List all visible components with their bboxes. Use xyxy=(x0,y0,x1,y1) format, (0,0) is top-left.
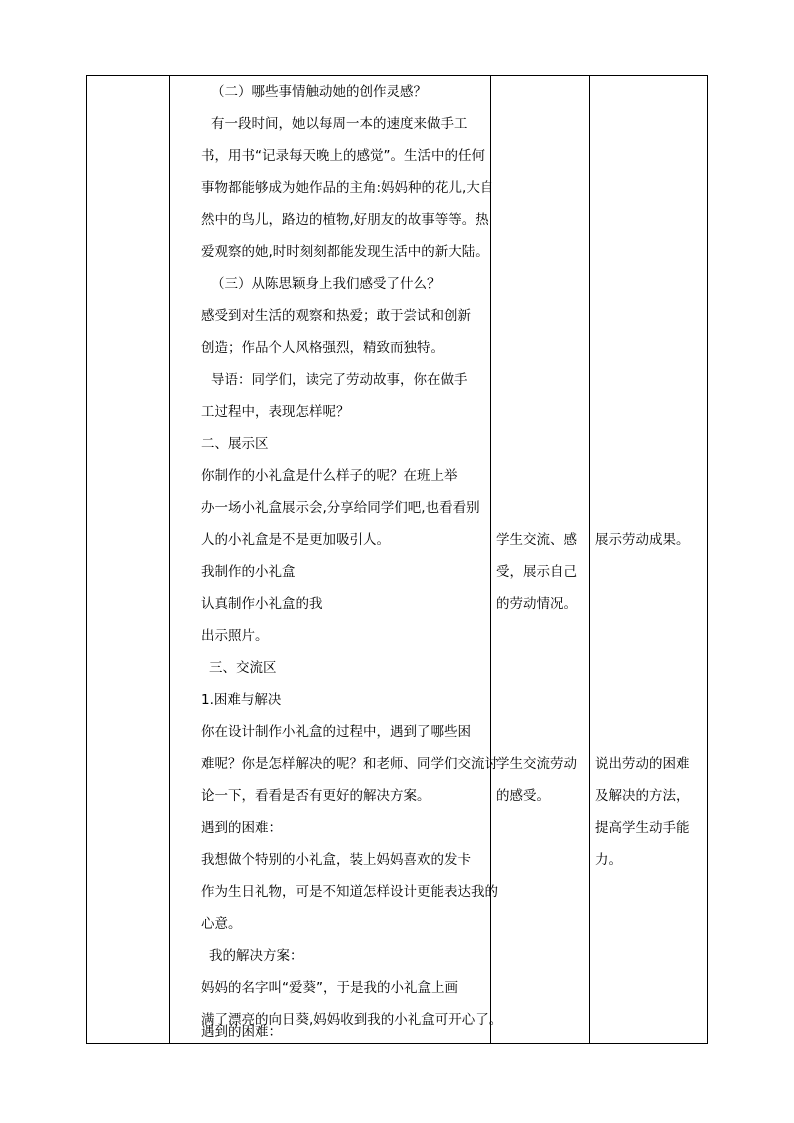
student-activity-line: 的劳动情况。 xyxy=(496,596,577,612)
paragraph-line: 书，用书“记录每天晚上的感觉”。生活中的任何 xyxy=(201,148,485,164)
paragraph-line: 满了漂亮的向日葵,妈妈收到我的小礼盒可开心了。 xyxy=(201,1012,503,1028)
section-heading: 三、交流区 xyxy=(209,660,277,676)
column-divider xyxy=(589,76,590,1043)
student-activity-line: 受，展示自己 xyxy=(496,564,577,580)
paragraph-line: 感受到对生活的观察和热爱；敢于尝试和创新 xyxy=(201,308,471,324)
paragraph-line: 论一下，看看是否有更好的解决方案。 xyxy=(201,788,431,804)
paragraph-line: 事物都能够成为她作品的主角:妈妈种的花儿,大自 xyxy=(201,180,494,196)
design-intent-line: 提高学生动手能 xyxy=(595,820,690,836)
paragraph-line-last: 遇到的困难： xyxy=(201,1024,282,1040)
paragraph-line: 然中的鸟儿，路边的植物,好朋友的故事等等。热 xyxy=(201,212,489,228)
section-heading: （三）从陈思颖身上我们感受了什么？ xyxy=(211,276,441,292)
paragraph-line: 遇到的困难： xyxy=(201,820,282,836)
paragraph-line: 作为生日礼物，可是不知道怎样设计更能表达我的 xyxy=(201,884,498,900)
column-divider xyxy=(169,76,170,1043)
paragraph-line: 人的小礼盒是不是更加吸引人。 xyxy=(201,532,390,548)
paragraph-line: 办一场小礼盒展示会,分享给同学们吧,也看看别 xyxy=(201,500,480,516)
paragraph-line: 认真制作小礼盒的我 xyxy=(201,596,323,612)
paragraph-line: 心意。 xyxy=(201,916,242,932)
paragraph-line: 导语：同学们，读完了劳动故事，你在做手 xyxy=(211,372,468,388)
student-activity-line: 的感受。 xyxy=(496,788,550,804)
paragraph-line: 我想做个特别的小礼盒，装上妈妈喜欢的发卡 xyxy=(201,852,471,868)
paragraph-line: 爱观察的她,时时刻刻都能发现生活中的新大陆。 xyxy=(201,244,489,260)
student-activity-line: 学生交流劳动 xyxy=(496,756,577,772)
design-intent-line: 展示劳动成果。 xyxy=(595,532,690,548)
paragraph-line: 出示照片。 xyxy=(201,628,269,644)
student-activity-line: 学生交流、感 xyxy=(496,532,577,548)
paragraph-line: 你制作的小礼盒是什么样子的呢？在班上举 xyxy=(201,468,458,484)
paragraph-line: 难呢？你是怎样解决的呢？和老师、同学们交流讨 xyxy=(201,756,498,772)
paragraph-line: 你在设计制作小礼盒的过程中，遇到了哪些困 xyxy=(201,724,471,740)
paragraph-line: 我的解决方案： xyxy=(209,948,304,964)
paragraph-line: 有一段时间，她以每周一本的速度来做手工 xyxy=(211,116,468,132)
section-heading: 二、展示区 xyxy=(201,436,269,452)
design-intent-line: 说出劳动的困难 xyxy=(595,756,690,772)
section-heading: （二）哪些事情触动她的创作灵感？ xyxy=(211,84,427,100)
design-intent-line: 及解决的方法， xyxy=(595,788,690,804)
paragraph-line: 工过程中，表现怎样呢？ xyxy=(201,404,350,420)
paragraph-line: 创造；作品个人风格强烈，精致而独特。 xyxy=(201,340,444,356)
subsection-heading: 1.困难与解决 xyxy=(201,692,282,708)
design-intent-line: 力。 xyxy=(595,852,622,868)
paragraph-line: 我制作的小礼盒 xyxy=(201,564,296,580)
paragraph-line: 妈妈的名字叫“爱葵”，于是我的小礼盒上画 xyxy=(201,980,458,996)
